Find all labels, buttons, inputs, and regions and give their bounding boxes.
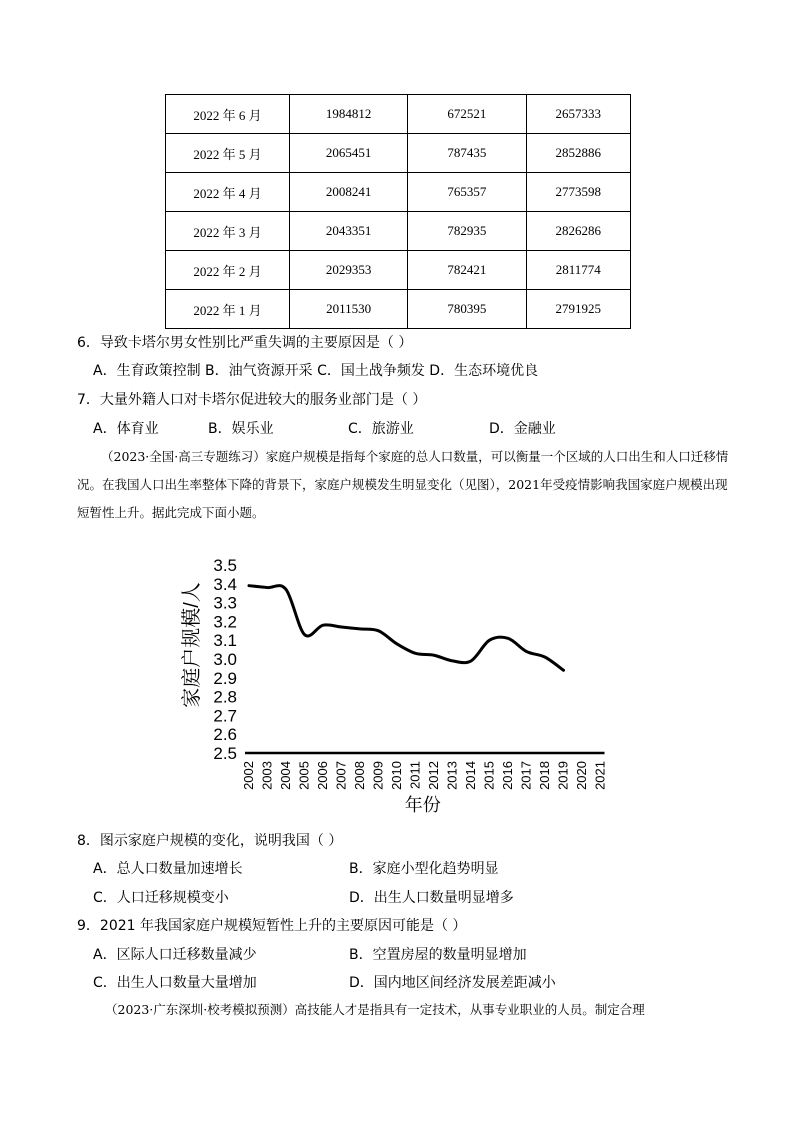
table-cell: 2022 年 3 月 <box>166 212 290 251</box>
table-cell: 2852886 <box>526 134 630 173</box>
q7-stem: 7．大量外籍人口对卡塔尔促进较大的服务业部门是（ ） <box>77 392 427 408</box>
x-tick-label: 2006 <box>315 761 330 790</box>
table-cell: 2043351 <box>290 212 408 251</box>
x-tick-label: 2007 <box>333 761 349 790</box>
table-cell: 765357 <box>408 173 526 212</box>
x-tick-label: 2021 <box>592 761 608 790</box>
x-tick-label: 2004 <box>278 761 293 790</box>
x-tick-label: 2014 <box>463 761 478 790</box>
y-tick-label: 3.5 <box>213 556 237 575</box>
table-row <box>166 95 631 134</box>
x-tick-label: 2017 <box>518 761 534 790</box>
y-tick-label: 3.4 <box>213 574 237 594</box>
y-tick-label: 2.6 <box>213 725 237 745</box>
table-cell: 2657333 <box>526 95 630 134</box>
x-tick-label: 2003 <box>259 761 275 790</box>
q7-option-d: D．金融业 <box>489 421 556 437</box>
passage-2: （2023·广东深圳·校考模拟预测）高技能人才是指具有一定技术，从事专业职业的人员。制定合理 <box>105 1002 645 1017</box>
q9-option-d: D．国内地区间经济发展差距减小 <box>349 975 556 991</box>
table-cell: 2022 年 5 月 <box>166 134 290 173</box>
x-tick-label: 2020 <box>574 761 589 790</box>
passage-1: （2023·全国·高三专题练习）家庭户规模是指每个家庭的总人口数量，可以衡量一个区域的人口出生和人口迁移情况。在我国人口出生率整体下降的背景下，家庭户规模发生明显变化（见图），2021年受疫情影响我国家庭户规模出现短暂性上升。据此完成下面小题。 <box>77 449 729 520</box>
table-row <box>166 251 631 290</box>
x-tick-label: 2009 <box>370 761 386 790</box>
data-table <box>165 94 631 329</box>
table-cell: 672521 <box>408 95 526 134</box>
q8-option-d: D．出生人口数量明显增多 <box>349 890 514 906</box>
table-cell: 2022 年 6 月 <box>166 95 290 134</box>
table-row <box>166 290 631 329</box>
x-tick-label: 2015 <box>481 761 497 790</box>
y-tick-label: 2.8 <box>213 687 237 707</box>
table-cell: 782935 <box>408 212 526 251</box>
table-cell: 1984812 <box>290 95 408 134</box>
table-cell: 2022 年 1 月 <box>166 290 290 329</box>
q7-option-c: C．旅游业 <box>348 421 414 437</box>
y-tick-label: 3.2 <box>213 612 237 632</box>
x-tick-label: 2002 <box>241 761 256 790</box>
q6-stem: 6．导致卡塔尔男女性别比严重失调的主要原因是（ ） <box>77 335 413 351</box>
table-cell: 2826286 <box>526 212 630 251</box>
x-tick-label: 2016 <box>500 761 515 790</box>
q8-option-a: A．总人口数量加速增长 <box>93 861 243 877</box>
table-cell: 2791925 <box>526 290 630 329</box>
table-cell: 787435 <box>408 134 526 173</box>
table-cell: 780395 <box>408 290 526 329</box>
q8-option-c: C．人口迁移规模变小 <box>93 890 229 906</box>
x-tick-label: 2010 <box>389 761 404 790</box>
x-tick-label: 2019 <box>555 761 571 790</box>
y-tick-label: 3.0 <box>213 650 237 669</box>
q9-option-b: B．空置房屋的数量明显增加 <box>349 947 527 963</box>
table-cell: 2008241 <box>290 173 408 212</box>
y-tick-label: 2.7 <box>213 706 237 726</box>
table-row <box>166 212 631 251</box>
q9-stem: 9．2021 年我国家庭户规模短暂性上升的主要原因可能是（ ） <box>77 918 467 934</box>
x-axis-label: 年份 <box>404 795 441 815</box>
q7-option-b: B．娱乐业 <box>208 421 274 437</box>
table-cell: 2065451 <box>290 134 408 173</box>
q9-option-c: C．出生人口数量大量增加 <box>93 975 257 991</box>
y-tick-label: 2.5 <box>213 744 237 763</box>
x-tick-label: 2013 <box>444 761 460 790</box>
table-cell: 782421 <box>408 251 526 290</box>
table-cell: 2773598 <box>526 173 630 212</box>
q7-option-a: A．体育业 <box>93 421 159 437</box>
table-cell: 2029353 <box>290 251 408 290</box>
household-size-chart <box>150 545 620 820</box>
x-tick-label: 2011 <box>407 761 423 789</box>
x-tick-label: 2012 <box>426 761 441 790</box>
table-cell: 2022 年 2 月 <box>166 251 290 290</box>
y-tick-label: 2.9 <box>213 668 237 688</box>
x-tick-label: 2018 <box>537 761 552 790</box>
table-row <box>166 134 631 173</box>
table-cell: 2022 年 4 月 <box>166 173 290 212</box>
q9-option-a: A．区际人口迁移数量减少 <box>93 947 257 963</box>
series-line <box>249 586 564 671</box>
q6-options: A．生育政策控制 B．油气资源开采 C．国土战争频发 D．生态环境优良 <box>93 363 539 379</box>
y-tick-label: 3.3 <box>213 593 237 613</box>
x-tick-label: 2005 <box>296 761 312 790</box>
y-tick-label: 3.1 <box>213 631 237 651</box>
q8-stem: 8．图示家庭户规模的变化，说明我国（ ） <box>77 833 343 849</box>
table-cell: 2011530 <box>290 290 408 329</box>
table-row <box>166 173 631 212</box>
table-cell: 2811774 <box>526 251 630 290</box>
y-axis-label: 家庭户规模/人 <box>181 582 203 708</box>
x-tick-label: 2008 <box>352 761 367 790</box>
q8-option-b: B．家庭小型化趋势明显 <box>349 861 499 877</box>
